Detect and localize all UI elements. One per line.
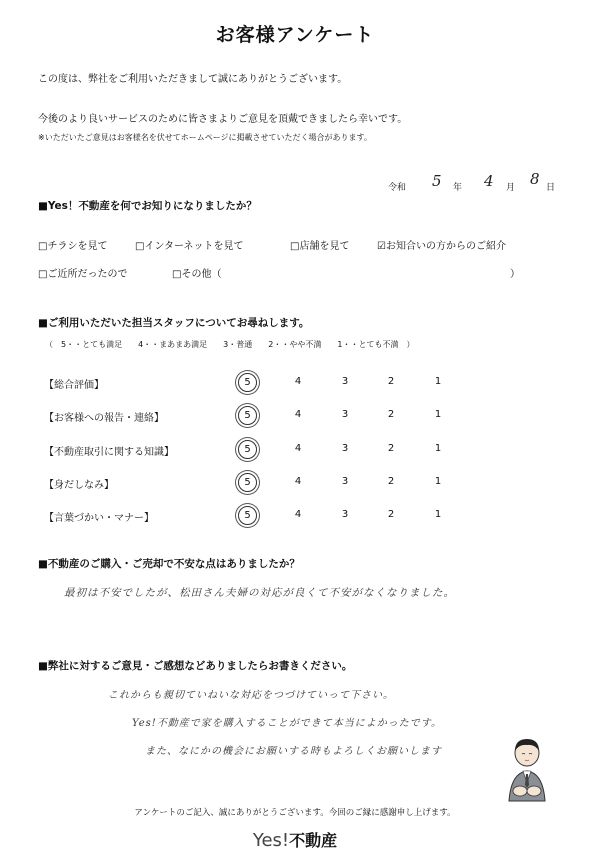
option-other-close: ） bbox=[510, 269, 520, 280]
rating-overall-3[interactable]: 3 bbox=[341, 376, 349, 387]
rating-report-3[interactable]: 3 bbox=[341, 409, 349, 420]
rating-overall-2[interactable]: 2 bbox=[387, 376, 395, 387]
rating-overall-4[interactable]: 4 bbox=[294, 376, 302, 387]
option-referral[interactable]: ☑お知合いの方からのご紹介 bbox=[377, 241, 506, 252]
rating-manners-5[interactable]: 5 bbox=[238, 506, 257, 525]
survey-title: お客様アンケート bbox=[215, 24, 375, 46]
q3-answer: 最初は不安でしたが、松田さん夫婦の対応が良くて不安がなくなりました。 bbox=[64, 587, 455, 599]
rating-appearance-5[interactable]: 5 bbox=[238, 473, 257, 492]
rating-knowledge-4[interactable]: 4 bbox=[294, 443, 302, 454]
intro-note: ※いただいたご意見はお客様名を伏せてホームページに掲載させていただく場合があります。 bbox=[38, 133, 372, 142]
date-year: 5 bbox=[432, 172, 442, 190]
q1-heading: ■Yes！不動産を何でお知りになりましたか？ bbox=[38, 200, 257, 212]
logo-name: 不動産 bbox=[289, 831, 338, 850]
rating-report-5[interactable]: 5 bbox=[238, 406, 257, 425]
rating-label-appearance: 【身だしなみ】 bbox=[44, 480, 114, 491]
rating-label-manners: 【言葉づかい・マナー】 bbox=[44, 513, 154, 524]
q4-answer-line-2: Yes!不動産で家を購入することができて本当によかったです。 bbox=[132, 718, 443, 729]
rating-knowledge-5[interactable]: 5 bbox=[238, 440, 257, 459]
rating-appearance-1[interactable]: 1 bbox=[434, 476, 442, 487]
intro-line-1: この度は、弊社をご利用いただきまして誠にありがとうございます。 bbox=[38, 74, 348, 85]
option-flyer[interactable]: □チラシを見て bbox=[38, 241, 108, 252]
intro-line-2: 今後のより良いサービスのために皆さまよりご意見を頂戴できましたら幸いです。 bbox=[38, 114, 408, 125]
date-month-unit: 月 bbox=[506, 183, 516, 193]
date-day: 8 bbox=[530, 170, 540, 188]
rating-report-2[interactable]: 2 bbox=[387, 409, 395, 420]
rating-report-1[interactable]: 1 bbox=[434, 409, 442, 420]
footer-thanks: アンケートのご記入、誠にありがとうございます。今回のご縁に感謝申し上げます。 bbox=[134, 808, 456, 818]
q4-answer-line-3: また、なにかの機会にお願いする時もよろしくお願いします bbox=[145, 746, 442, 757]
rating-manners-3[interactable]: 3 bbox=[341, 509, 349, 520]
rating-knowledge-2[interactable]: 2 bbox=[387, 443, 395, 454]
rating-appearance-4[interactable]: 4 bbox=[294, 476, 302, 487]
rating-knowledge-3[interactable]: 3 bbox=[341, 443, 349, 454]
date-month: 4 bbox=[484, 172, 494, 190]
rating-scale: （ 5・・とても満足 4・・まあまあ満足 3・普通 2・・やや不満 1・・とても不満 ） bbox=[45, 340, 415, 349]
option-internet[interactable]: □インターネットを見て bbox=[135, 241, 244, 252]
q4-heading: ■弊社に対するご意見・ご感想などありましたらお書きください。 bbox=[38, 660, 353, 672]
option-neighborhood[interactable]: □ご近所だったので bbox=[38, 269, 128, 280]
company-logo bbox=[0, 828, 590, 851]
rating-label-overall: 【総合評価】 bbox=[44, 380, 104, 391]
rating-appearance-2[interactable]: 2 bbox=[387, 476, 395, 487]
rating-label-report: 【お客様への報告・連絡】 bbox=[44, 413, 164, 424]
staff-illustration bbox=[503, 735, 551, 803]
option-store[interactable]: □店舗を見て bbox=[290, 241, 350, 252]
rating-label-knowledge: 【不動産取引に関する知識】 bbox=[44, 447, 174, 458]
rating-manners-1[interactable]: 1 bbox=[434, 509, 442, 520]
logo-yes: Yes bbox=[252, 830, 282, 851]
logo-bang: ! bbox=[281, 830, 290, 851]
rating-appearance-3[interactable]: 3 bbox=[341, 476, 349, 487]
q2-heading: ■ご利用いただいた担当スタッフについてお尋ねします。 bbox=[38, 317, 310, 329]
option-other[interactable]: □その他（ bbox=[172, 269, 222, 280]
rating-overall-1[interactable]: 1 bbox=[434, 376, 442, 387]
q3-heading: ■不動産のご購入・ご売却で不安な点はありましたか？ bbox=[38, 558, 300, 570]
rating-knowledge-1[interactable]: 1 bbox=[434, 443, 442, 454]
rating-report-4[interactable]: 4 bbox=[294, 409, 302, 420]
rating-manners-4[interactable]: 4 bbox=[294, 509, 302, 520]
q4-answer-line-1: これからも親切ていねいな対応をつづけていって下さい。 bbox=[108, 690, 394, 701]
date-day-unit: 日 bbox=[546, 183, 556, 193]
date-year-unit: 年 bbox=[453, 183, 463, 193]
date-era: 令和 bbox=[388, 183, 407, 193]
rating-manners-2[interactable]: 2 bbox=[387, 509, 395, 520]
rating-overall-5[interactable]: 5 bbox=[238, 373, 257, 392]
